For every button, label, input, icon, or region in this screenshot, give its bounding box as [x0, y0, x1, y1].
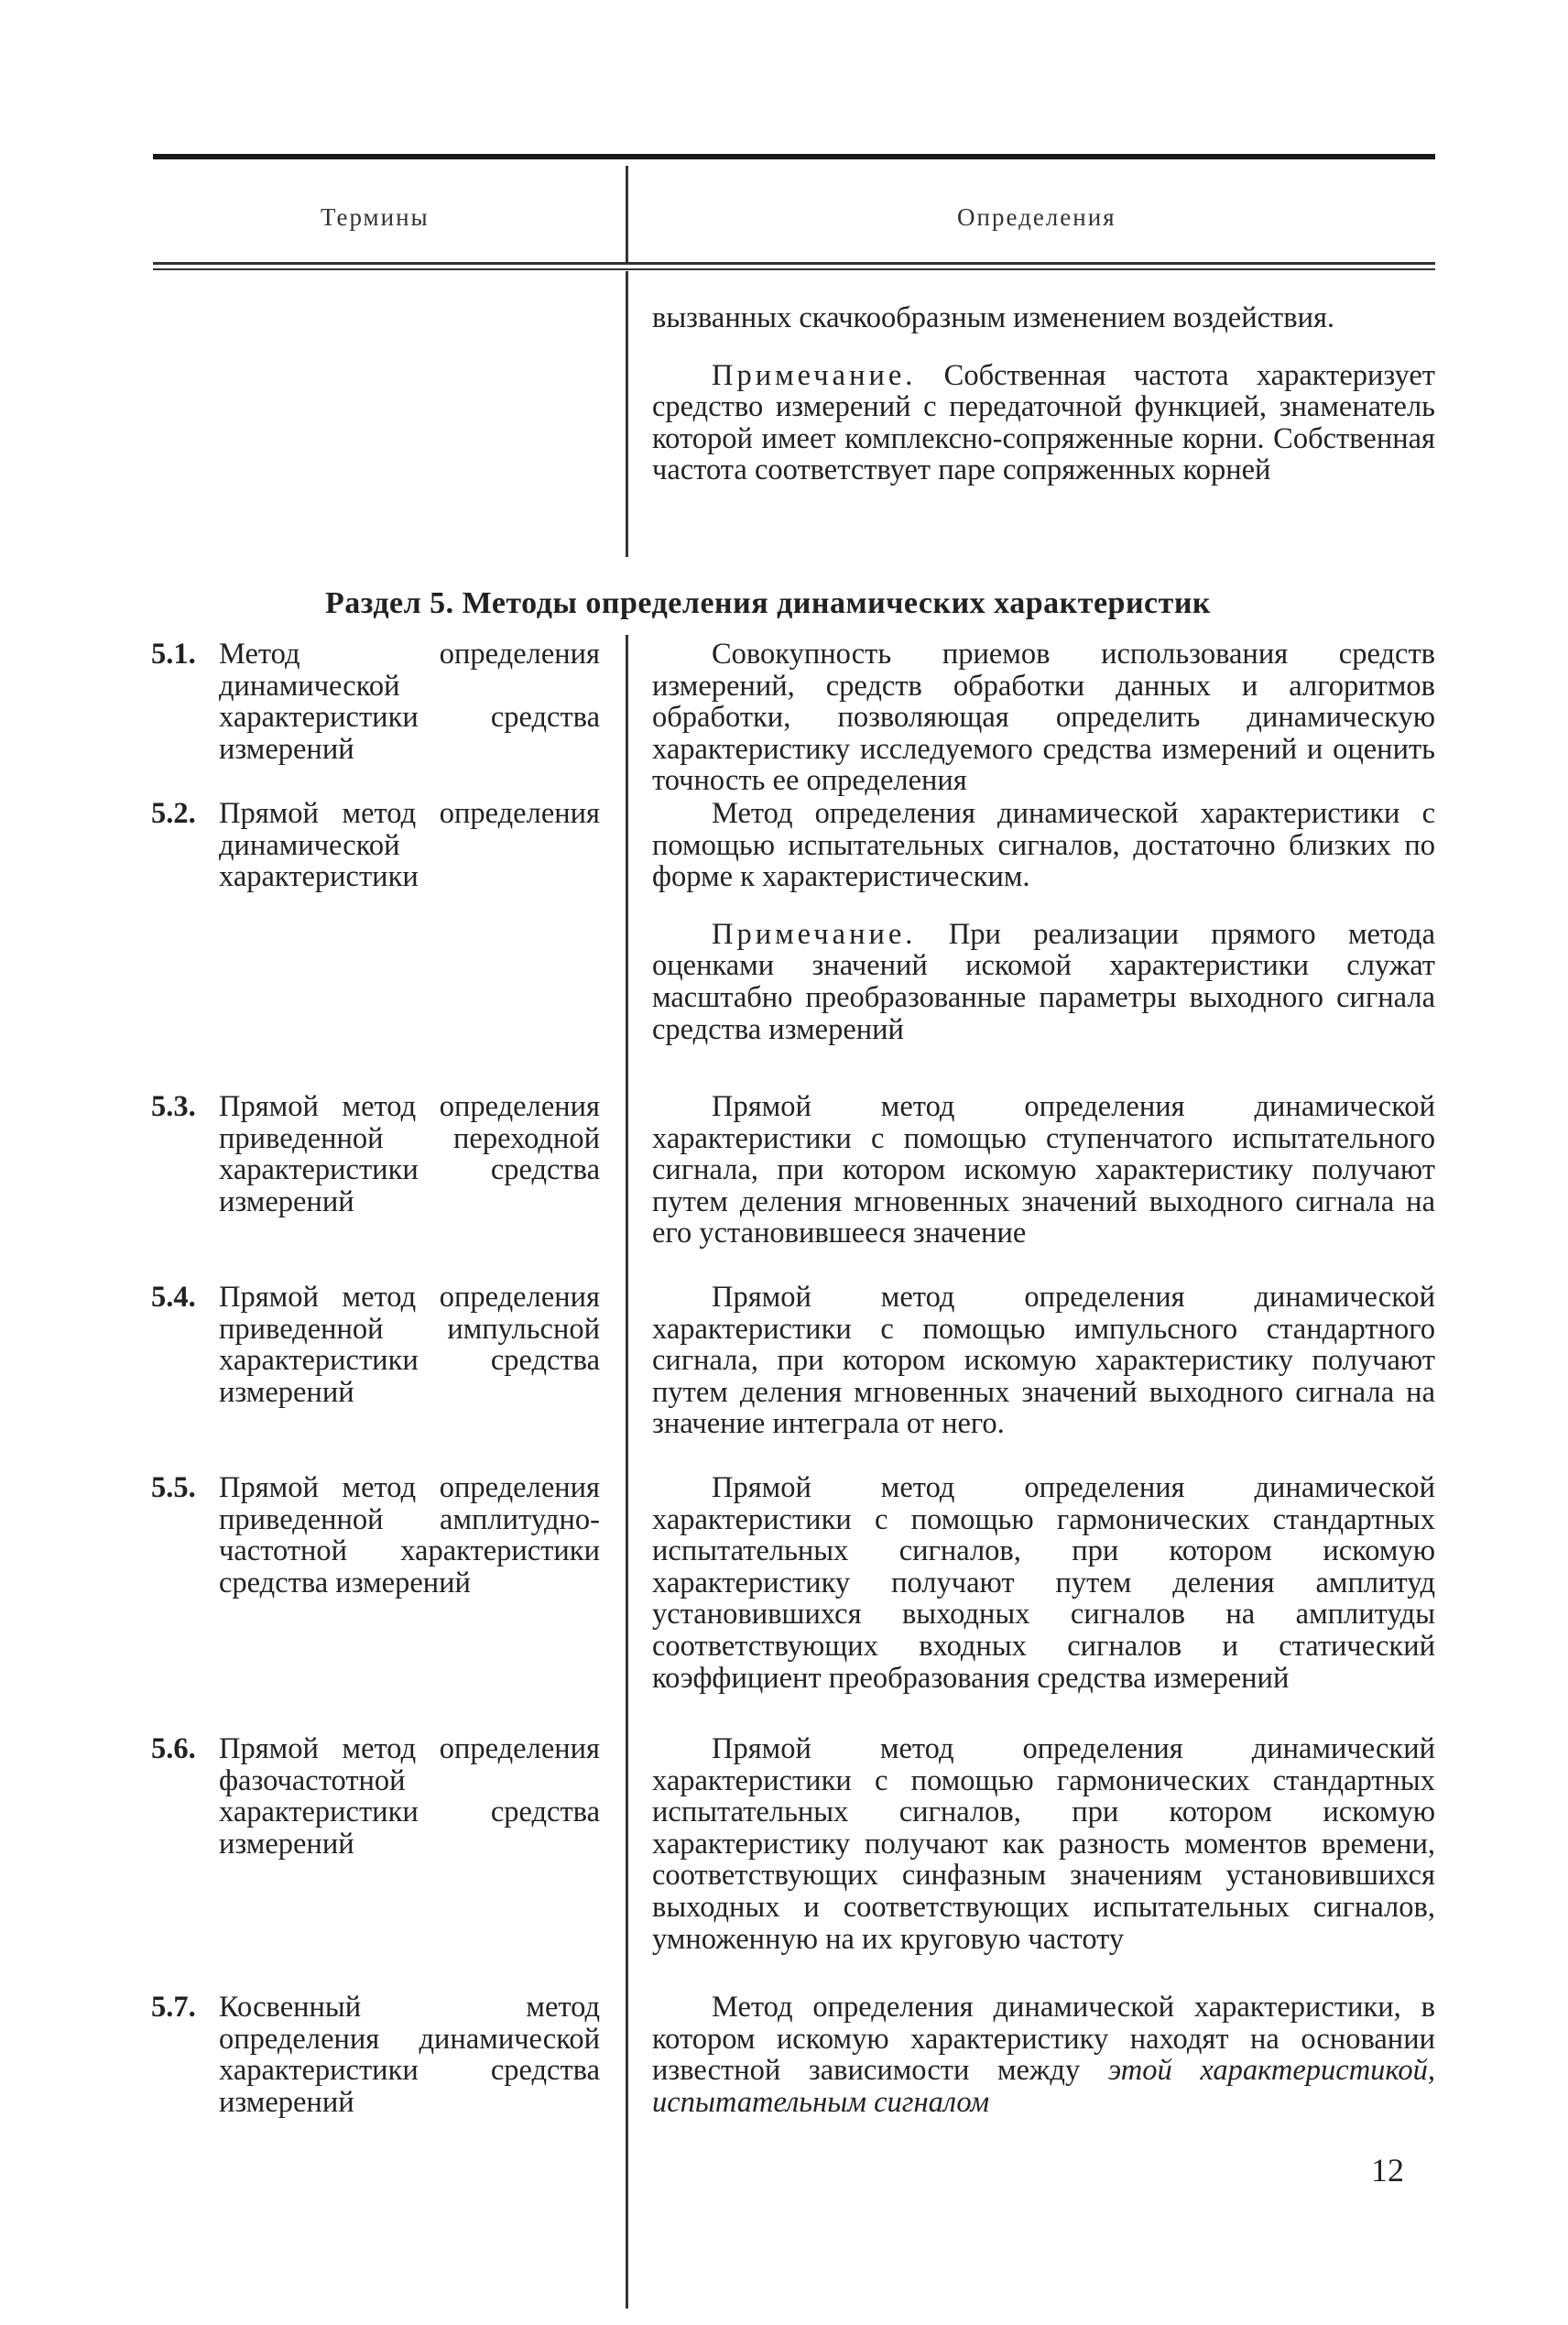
page-number: 12	[1371, 2152, 1404, 2189]
definition-5-7	[652, 1992, 1435, 2118]
table-top-rule	[153, 154, 1435, 159]
column-divider-body	[626, 635, 628, 2309]
definition-5-6	[652, 1733, 1435, 1955]
term-5-1	[151, 639, 600, 765]
definition-text	[652, 1992, 1435, 2118]
continuation-note	[652, 360, 1435, 486]
term-text: Прямой метод определения приведенной переходной характеристики средства измерений	[219, 1090, 600, 1218]
header-bottom-rule	[153, 262, 1435, 265]
term-5-3	[151, 1091, 600, 1217]
definition-5-5	[652, 1472, 1435, 1694]
header-bottom-rule-double	[153, 268, 1435, 270]
definition-text: Прямой метод определения динамической характеристики с помощью импульсного стандартного сигнала, при котором искомую характеристику получают путем деления мгновенных значений выходного сигнала на значение интеграла от него.	[652, 1281, 1435, 1441]
continuation-definition	[652, 302, 1435, 486]
column-header-definitions: Определения	[957, 203, 1116, 231]
term-text: Прямой метод определения приведенной импульсной характеристики средства измерений	[219, 1281, 600, 1409]
definition-text: Прямой метод определения динамический характеристики с помощью гармонических стандартных испытательных сигналов, при котором искомую характеристику получают как разность моментов времени, соответствующих синфазным значениям установившихся выходных и соответствующих испытательных сигналов, умноженную на их круговую частоту	[652, 1732, 1435, 1956]
definition-5-2	[652, 798, 1435, 1045]
term-text: Прямой метод определения динамической характеристики	[219, 797, 600, 894]
definition-main: Метод определения динамической характеристики, в котором искомую характеристику находят на основании известной зависимости между	[652, 1991, 1435, 2088]
column-header-terms: Термины	[321, 203, 430, 231]
note-label: Примечание.	[712, 917, 917, 951]
term-number: 5.3.	[151, 1090, 196, 1123]
definition-text: Прямой метод определения динамической характеристики с помощью ступенчатого испытательного сигнала, при котором искомую характеристику получают путем деления мгновенных значений выходного сигнала на его установившееся значение	[652, 1090, 1435, 1250]
term-number: 5.5.	[151, 1471, 196, 1504]
section-title: Раздел 5. Методы определения динамических характеристик	[325, 586, 1211, 620]
term-number: 5.6.	[151, 1732, 196, 1765]
definition-italic: этой характеристикой, испытательным сигналом	[652, 2054, 1436, 2119]
definition-5-1	[652, 639, 1435, 797]
definition-note	[652, 919, 1435, 1045]
term-5-4	[151, 1282, 600, 1408]
term-text: Метод определения динамической характеристики средства измерений	[219, 638, 600, 766]
term-5-6	[151, 1733, 600, 1860]
definition-5-4	[652, 1282, 1435, 1440]
term-5-5	[151, 1472, 600, 1599]
term-text: Косвенный метод определения динамической характеристики средства измерений	[219, 1991, 600, 2119]
term-5-7	[151, 1992, 600, 2118]
term-number: 5.7.	[151, 1991, 196, 2024]
definition-text: Метод определения динамической характеристики с помощью испытательных сигналов, достаточно близких по форме к характеристическим.	[652, 797, 1435, 894]
term-number: 5.4.	[151, 1281, 196, 1314]
term-number: 5.2.	[151, 797, 196, 830]
note-text: При реализации прямого метода оценками значений искомой характеристики служат масштабно преобразованные параметры выходного сигнала средства измерений	[652, 917, 1435, 1046]
definition-5-3	[652, 1091, 1435, 1250]
term-text: Прямой метод определения приведенной амплитудно-частотной характеристики средства измерений	[219, 1471, 600, 1599]
term-text: Прямой метод определения фазочастотной характеристики средства измерений	[219, 1732, 600, 1861]
note-text: Собственная частота характеризует средство измерений с передаточной функцией, знаменатель которой имеет комплексно-сопряженные корни. Собственная частота соответствует паре сопряженных корней	[652, 358, 1435, 487]
note-label: Примечание.	[712, 358, 917, 392]
column-divider-continuation	[626, 271, 628, 557]
term-5-2	[151, 798, 600, 893]
term-number: 5.1.	[151, 638, 196, 671]
definition-text: Совокупность приемов использования средств измерений, средств обработки данных и алгоритмов обработки, позволяющая определить динамическую характеристику исследуемого средства измерений и оценить точность ее определения	[652, 638, 1435, 798]
definition-text: Прямой метод определения динамической характеристики с помощью гармонических стандартных испытательных сигналов, при котором искомую характеристику получают путем деления амплитуд установившихся выходных сигналов на амплитуды соответствующих входных сигналов и статический коэффициент преобразования средства измерений	[652, 1471, 1435, 1695]
column-divider-header	[626, 166, 628, 262]
continuation-text: вызванных скачкообразным изменением воздействия.	[652, 301, 1335, 334]
